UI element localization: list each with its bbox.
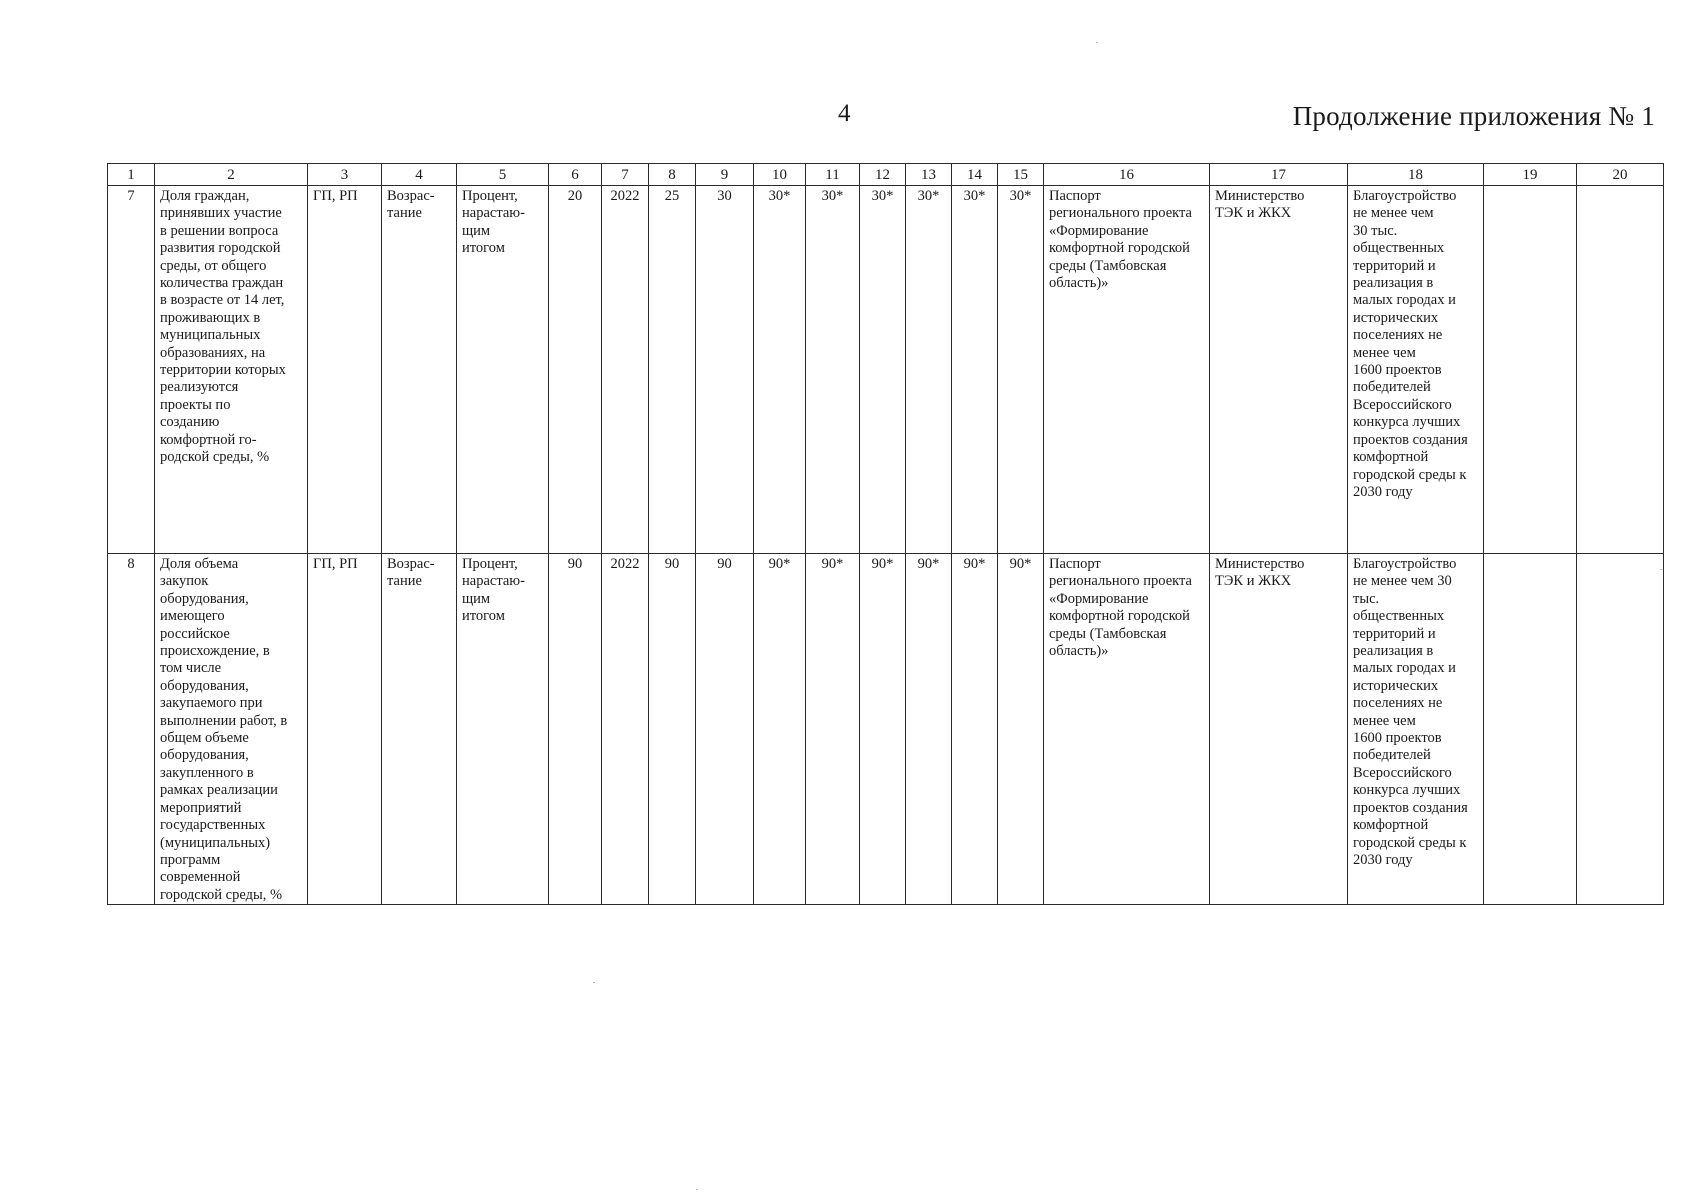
value-cell: 30* xyxy=(906,186,952,554)
unit-cell: Процент, нарастаю- щим итогом xyxy=(457,186,549,554)
goal-link-cell: Благоустройство не менее чем 30 тыс. общественных территорий и реализация в малых городах и исторических поселениях не менее чем 1600 проектов победителей Всероссийского конкурса лучших проектов создания комфортной городской среды к 2030 году xyxy=(1348,186,1484,554)
value-cell: 90* xyxy=(906,554,952,905)
base-year-cell: 2022 xyxy=(602,186,649,554)
base-value-cell: 90 xyxy=(549,554,602,905)
column-header-19: 19 xyxy=(1484,164,1577,186)
column-header-13: 13 xyxy=(906,164,952,186)
value-cell: 90* xyxy=(860,554,906,905)
column-header-6: 6 xyxy=(549,164,602,186)
unit-cell: Процент, нарастаю- щим итогом xyxy=(457,554,549,905)
column-header-8: 8 xyxy=(649,164,696,186)
column-header-16: 16 xyxy=(1044,164,1210,186)
column-header-7: 7 xyxy=(602,164,649,186)
value-cell: 30 xyxy=(696,186,754,554)
base-value-cell: 20 xyxy=(549,186,602,554)
row-number-cell: 8 xyxy=(108,554,155,905)
empty-cell xyxy=(1577,554,1664,905)
goal-link-cell: Благоустройство не менее чем 30 тыс. общественных территорий и реализация в малых городах и исторических поселениях не менее чем 1600 проектов победителей Всероссийского конкурса лучших проектов создания комфортной городской среды к 2030 году xyxy=(1348,554,1484,905)
trend-cell: Возрас- тание xyxy=(382,554,457,905)
row-number-cell: 7 xyxy=(108,186,155,554)
value-cell: 90* xyxy=(998,554,1044,905)
empty-cell xyxy=(1484,554,1577,905)
column-header-17: 17 xyxy=(1210,164,1348,186)
value-cell: 30* xyxy=(952,186,998,554)
column-header-2: 2 xyxy=(155,164,308,186)
value-cell: 30* xyxy=(998,186,1044,554)
page-number: 4 xyxy=(838,100,851,127)
value-cell: 90 xyxy=(649,554,696,905)
column-header-12: 12 xyxy=(860,164,906,186)
value-cell: 90* xyxy=(952,554,998,905)
document-cell: Паспорт регионального проекта «Формирование комфортной городской среды (Тамбовская область)» xyxy=(1044,554,1210,905)
column-header-20: 20 xyxy=(1577,164,1664,186)
column-header-9: 9 xyxy=(696,164,754,186)
table-row xyxy=(108,186,1664,554)
value-cell: 30* xyxy=(860,186,906,554)
value-cell: 25 xyxy=(649,186,696,554)
value-cell: 30* xyxy=(806,186,860,554)
value-cell: 90* xyxy=(754,554,806,905)
column-header-18: 18 xyxy=(1348,164,1484,186)
value-cell: 90 xyxy=(696,554,754,905)
value-cell: 90* xyxy=(806,554,860,905)
column-number-row xyxy=(108,164,1664,186)
continuation-title: Продолжение приложения № 1 xyxy=(1292,101,1655,131)
scan-speck xyxy=(696,1189,698,1190)
appendix-table xyxy=(107,163,1664,905)
scan-speck xyxy=(1096,42,1098,43)
column-header-3: 3 xyxy=(308,164,382,186)
column-header-15: 15 xyxy=(998,164,1044,186)
scan-speck xyxy=(1660,569,1662,570)
column-header-10: 10 xyxy=(754,164,806,186)
indicator-level-cell: ГП, РП xyxy=(308,186,382,554)
column-header-4: 4 xyxy=(382,164,457,186)
empty-cell xyxy=(1577,186,1664,554)
indicator-level-cell: ГП, РП xyxy=(308,554,382,905)
responsible-cell: Министерство ТЭК и ЖКХ xyxy=(1210,554,1348,905)
column-header-5: 5 xyxy=(457,164,549,186)
table-row xyxy=(108,554,1664,905)
column-header-11: 11 xyxy=(806,164,860,186)
responsible-cell: Министерство ТЭК и ЖКХ xyxy=(1210,186,1348,554)
empty-cell xyxy=(1484,186,1577,554)
column-header-14: 14 xyxy=(952,164,998,186)
scan-speck xyxy=(593,982,595,983)
value-cell: 30* xyxy=(754,186,806,554)
trend-cell: Возрас- тание xyxy=(382,186,457,554)
column-header-1: 1 xyxy=(108,164,155,186)
indicator-name-cell: Доля граждан, принявших участие в решении вопроса развития городской среды, от общего количества граждан в возрасте от 14 лет, проживающих в муниципальных образованиях, на территории которых реализуются проекты по созданию комфортной го- родской среды, % xyxy=(155,186,308,554)
indicator-name-cell: Доля объема закупок оборудования, имеющего российское происхождение, в том числе оборудования, закупаемого при выполнении работ, в общем объеме оборудования, закупленного в рамках реализации мероприятий государственных (муниципальных) программ современной городской среды, % xyxy=(155,554,308,905)
base-year-cell: 2022 xyxy=(602,554,649,905)
document-cell: Паспорт регионального проекта «Формирование комфортной городской среды (Тамбовская область)» xyxy=(1044,186,1210,554)
